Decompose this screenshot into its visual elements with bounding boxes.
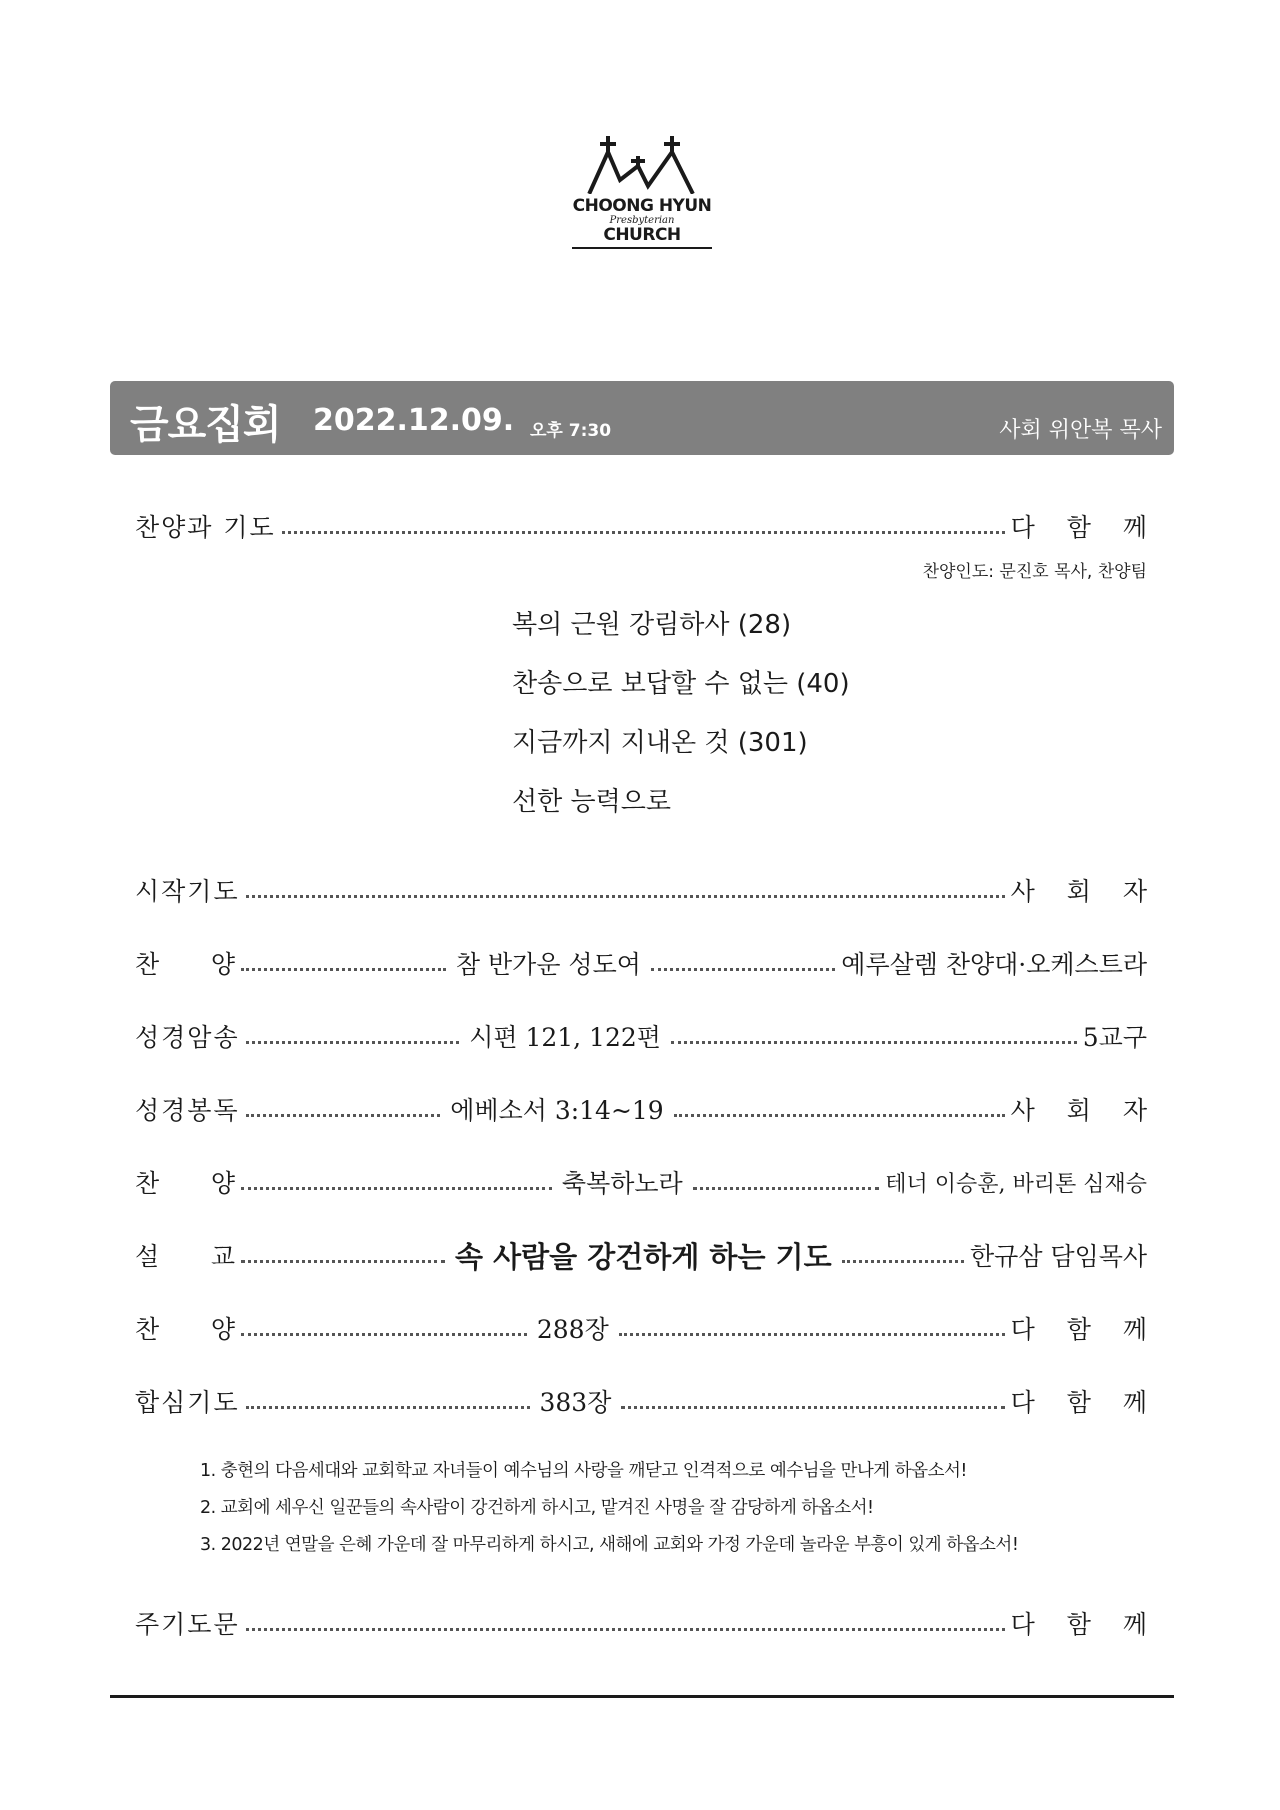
church-logo	[572, 134, 712, 249]
order-label: 성경봉독	[135, 1096, 240, 1125]
service-date: 2022.12.09.	[313, 403, 515, 438]
order-right: 다 함 께	[1010, 1315, 1159, 1344]
order-item-scripture-recitation	[135, 1016, 1147, 1056]
service-title: 금요집회	[130, 402, 281, 448]
bottom-divider	[110, 1695, 1174, 1698]
order-right: 사 회 자	[1010, 877, 1159, 906]
order-mid: 축복하노라	[561, 1169, 683, 1198]
dot-leader	[241, 1260, 445, 1263]
dot-leader	[241, 1333, 527, 1336]
dot-leader	[246, 1041, 460, 1044]
logo-line-1: CHOONG HYUN	[572, 196, 712, 216]
order-label-char: 찬	[135, 1169, 160, 1198]
list-item: 3. 2022년 연말을 은혜 가운데 잘 마무리하게 하시고, 새해에 교회와 가정 가운데 놀라운 부흥이 있게 하옵소서!	[200, 1535, 1019, 1555]
praise-leader: 찬양인도: 문진호 목사, 찬양팀	[922, 562, 1147, 582]
order-item-opening-prayer	[135, 870, 1159, 910]
dot-leader	[674, 1114, 1005, 1117]
order-label-char: 양	[210, 1315, 235, 1344]
order-mid: 288장	[536, 1315, 609, 1344]
dot-leader	[651, 968, 835, 971]
sermon-title: 속 사람을 강건하게 하는 기도	[455, 1239, 832, 1274]
prayer-topics	[200, 1456, 1018, 1567]
order-right: 다 함 께	[1010, 513, 1159, 542]
order-item-unison-prayer	[135, 1381, 1159, 1421]
order-right: 테너 이승훈, 바리톤 심재승	[885, 1171, 1147, 1197]
order-item-sermon	[135, 1235, 1147, 1275]
dot-leader	[842, 1260, 964, 1263]
order-label-char: 설	[135, 1242, 160, 1271]
order-label: 성경암송	[135, 1023, 240, 1052]
order-right: 다 함 께	[1010, 1610, 1159, 1639]
order-mid: 시편 121, 122편	[469, 1023, 661, 1052]
list-item: 1. 충현의 다음세대와 교회학교 자녀들이 예수님의 사랑을 깨닫고 인격적으로 예수님을 만나게 하옵소서!	[200, 1461, 967, 1481]
song-list	[512, 605, 850, 841]
logo-line-3: CHURCH	[572, 226, 712, 249]
logo-line-2: Presbyterian	[609, 215, 675, 226]
dot-leader	[246, 1114, 441, 1117]
dot-leader	[241, 968, 446, 971]
dot-leader	[246, 895, 1005, 898]
order-right: 한규삼 담임목사	[970, 1242, 1148, 1271]
order-label: 시작기도	[135, 877, 240, 906]
list-item: 지금까지 지내온 것 (301)	[512, 728, 808, 758]
order-right: 다 함 께	[1010, 1388, 1159, 1417]
dot-leader	[282, 531, 1005, 534]
order-label	[135, 945, 235, 981]
order-label: 합심기도	[135, 1388, 240, 1417]
order-mid: 에베소서 3:14~19	[450, 1096, 664, 1125]
order-right: 예루살렘 찬양대·오케스트라	[841, 950, 1147, 979]
order-item-hymn-3	[135, 1308, 1159, 1348]
order-item-lords-prayer	[135, 1603, 1159, 1643]
order-mid: 383장	[539, 1388, 612, 1417]
dot-leader	[246, 1406, 530, 1409]
order-item-hymn-2	[135, 1162, 1147, 1202]
order-mid: 참 반가운 성도여	[455, 950, 641, 979]
list-item: 선한 능력으로	[512, 787, 671, 817]
order-label-char: 양	[210, 1169, 235, 1198]
list-item: 복의 근원 강림하사 (28)	[512, 610, 792, 640]
order-item-praise-prayer	[135, 506, 1159, 546]
dot-leader	[246, 1628, 1005, 1631]
service-host: 사회 위안복 목사	[999, 418, 1162, 443]
order-label-char: 찬	[135, 950, 160, 979]
order-label-char: 교	[210, 1242, 235, 1271]
service-time: 오후 7:30	[530, 421, 612, 441]
list-item: 찬송으로 보답할 수 없는 (40)	[512, 669, 850, 699]
dot-leader	[619, 1333, 1005, 1336]
order-item-scripture-reading	[135, 1089, 1159, 1129]
order-label	[135, 1164, 235, 1200]
dot-leader	[671, 1041, 1077, 1044]
order-label	[135, 1237, 235, 1273]
dot-leader	[693, 1187, 880, 1190]
order-label	[135, 1310, 235, 1346]
order-label: 찬양과 기도	[135, 513, 276, 542]
order-item-hymn-1	[135, 943, 1147, 983]
service-header-banner	[110, 381, 1174, 455]
list-item: 2. 교회에 세우신 일꾼들의 속사람이 강건하게 하시고, 맡겨진 사명을 잘 감당하게 하옵소서!	[200, 1498, 874, 1518]
order-label-char: 찬	[135, 1315, 160, 1344]
dot-leader	[241, 1187, 552, 1190]
order-label-char: 양	[210, 950, 235, 979]
order-label: 주기도문	[135, 1610, 240, 1639]
dot-leader	[621, 1406, 1004, 1409]
church-spires-icon	[586, 134, 698, 194]
order-right: 사 회 자	[1010, 1096, 1159, 1125]
order-right: 5교구	[1082, 1023, 1147, 1052]
